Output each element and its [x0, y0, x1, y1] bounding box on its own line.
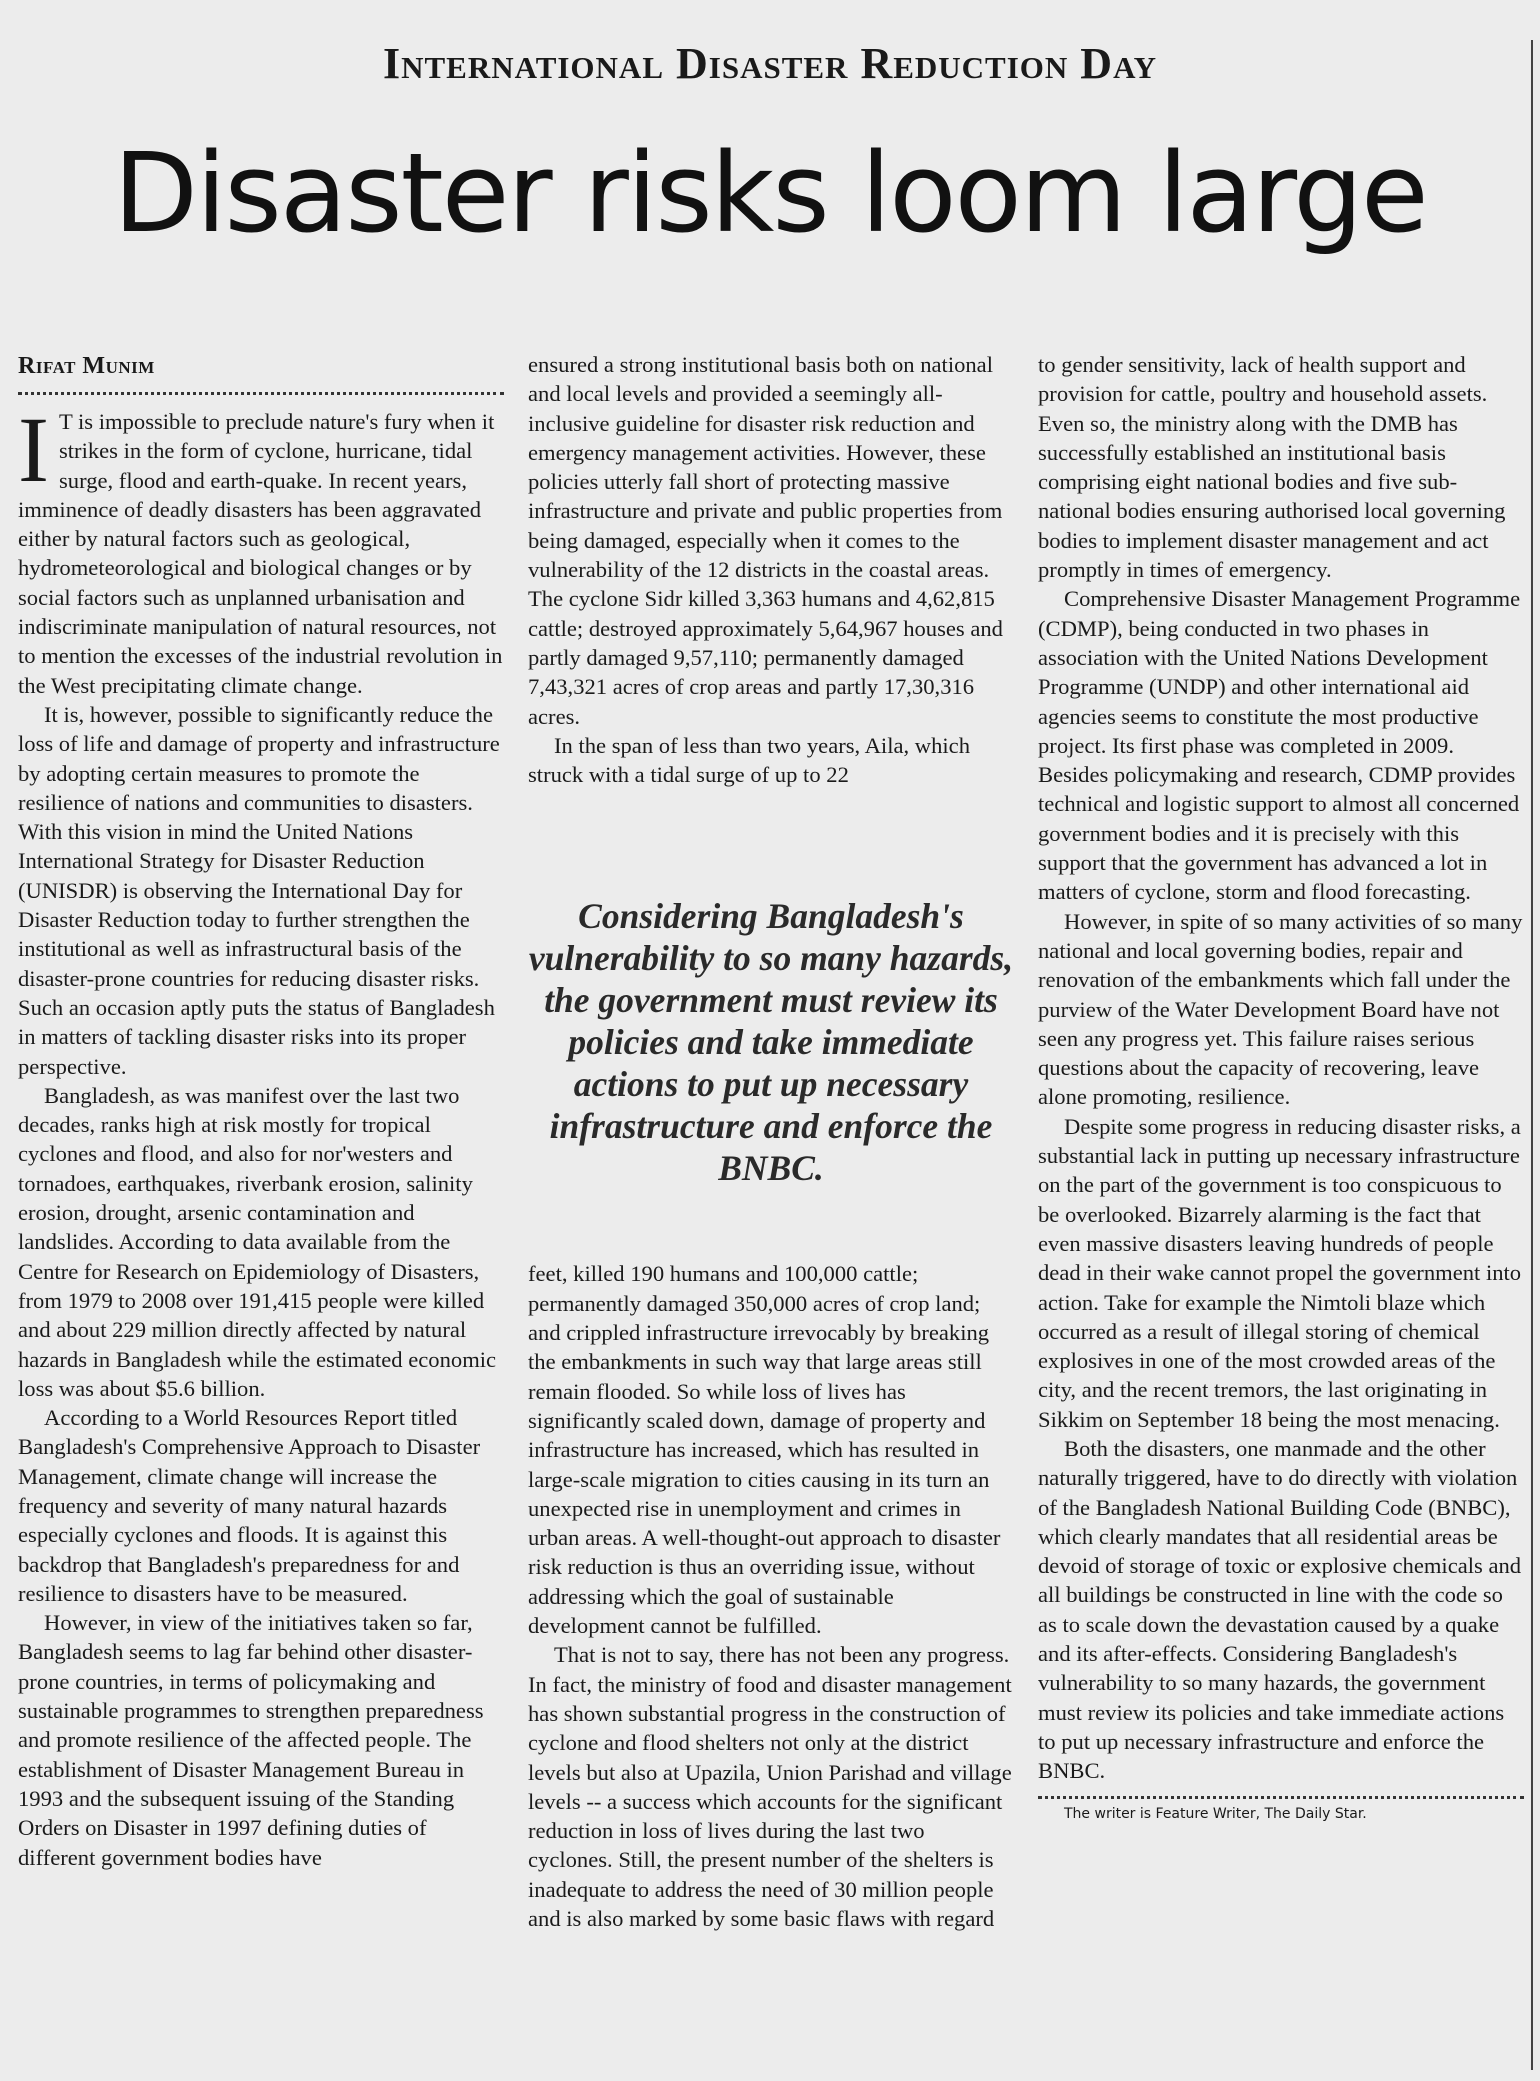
byline: Rifat Munim: [18, 353, 155, 379]
pull-quote: Considering Bangladesh's vulnerability to so many hazards, the government must review its policies and take immediate actions to put up necessary infrastructure and enforce the BNBC.: [528, 896, 1014, 1189]
paragraph: However, in view of the initiatives taken so far, Bangladesh seems to lag far behind other disaster-prone countries, in terms of policymaking and sustainable programmes to strengthen preparedness and promote resilience of the affected people. The establishment of Disaster Management Bureau in 1993 and the subsequent issuing of the Standing Orders on Disaster in 1997 defining duties of different government bodies have: [18, 1610, 484, 1870]
paragraph: According to a World Resources Report titled Bangladesh's Comprehensive Approach to Disaster Management, climate change will increase the frequency and severity of many natural hazards especially cyclones and floods. It is against this backdrop that Bangladesh's preparedness for and resilience to disasters have to be measured.: [18, 1405, 481, 1606]
paragraph: That is not to say, there has not been any progress. In fact, the ministry of food and disaster management has shown substantial progress in the construction of cyclone and flood shelters not only at the district levels but also at Upazila, Union Parishad and village levels -- a success which accounts for the significant reduction in loss of lives during the last two cyclones. Still, the present number of the shelters is inadequate to address the need of 30 million people and is also marked by some basic flaws with regard: [528, 1642, 1012, 1931]
article-column-2: [528, 350, 1014, 1933]
article-column-3: [1038, 350, 1524, 1823]
paragraph: In the span of less than two years, Aila, which struck with a tidal surge of up to 22: [528, 732, 971, 788]
paragraph: to gender sensitivity, lack of health support and provision for cattle, poultry and household assets. Even so, the ministry along with the DMB has successfully established an institutional basis comprising eight national bodies and five sub-national bodies ensuring authorised local governing bodies to implement disaster management and act promptly in times of emergency.: [1038, 352, 1506, 583]
paragraph: However, in spite of so many activities of so many national and local governing bodies, repair and renovation of the embankments which fall under the purview of the Water Development Board have not seen any progress yet. This failure raises serious questions about the capacity of recovering, leave alone promoting, resilience.: [1038, 908, 1523, 1110]
paragraph: Bangladesh, as was manifest over the last two decades, ranks high at risk mostly for tropical cyclones and flood, and also for nor'westers and tornadoes, earthquakes, riverbank erosion, salinity erosion, drought, arsenic contamination and landslides. According to data available from the Centre for Research on Epidemiology of Disasters, from 1979 to 2008 over 191,415 people were killed and about 229 million directly affected by natural hazards in Bangladesh while the estimated economic loss was about $5.6 billion.: [18, 1082, 497, 1401]
article-headline: Disaster risks loom large: [113, 129, 1427, 257]
paragraph: It is, however, possible to significantly reduce the loss of life and damage of property and infrastructure by adopting certain measures to promote the resilience of nations and communities to disasters. With this vision in mind the United Nations International Strategy for Disaster Reduction (UNISDR) is observing the International Day for Disaster Reduction today to further strengthen the institutional as well as infrastructural basis of the disaster-prone countries for reducing disaster risks. Such an occasion aptly puts the status of Bangladesh in matters of tackling disaster risks into its proper perspective.: [18, 701, 500, 1079]
paragraph-text: T is impossible to preclude nature's fury when it strikes in the form of cyclone, hurricane, tidal surge, flood and earth-quake. In recent years, imminence of deadly disasters has been aggravated either by natural factors such as geological, hydrometeorological and biological changes or by social factors such as unplanned urbanisation and indiscriminate manipulation of natural resources, not to mention the excesses of the industrial revolution in the West precipitating climate change.: [18, 409, 503, 698]
paragraph: Despite some progress in reducing disaster risks, a substantial lack in putting up necessary infrastructure on the part of the government is too conspicuous to be overlooked. Bizarrely alarming is the fact that even massive disasters leaving hundreds of people dead in their wake cannot propel the government into action. Take for example the Nimtoli blaze which occurred as a result of illegal storing of chemical explosives in one of the most crowded areas of the city, and the recent tremors, the last originating in Sikkim on September 18 being the most menacing.: [1038, 1113, 1522, 1432]
drop-cap: I: [18, 399, 49, 502]
paragraph: Both the disasters, one manmade and the other naturally triggered, have to do directly with violation of the Bangladesh National Building Code (BNBC), which clearly mandates that all residential areas be devoid of storage of toxic or explosive chemicals and all buildings be constructed in line with the code so as to scale down the devastation caused by a quake and its after-effects. Considering Bangladesh's vulnerability to so many hazards, the government must review its policies and take immediate actions to put up necessary infrastructure and enforce the BNBC.: [1038, 1435, 1522, 1784]
byline-divider: [18, 392, 504, 395]
paragraph: feet, killed 190 humans and 100,000 cattle; permanently damaged 350,000 acres of crop land; and crippled infrastructure irrevocably by breaking the embankments in such way that large areas still remain flooded. So while loss of lives has significantly scaled down, damage of property and infrastructure has increased, which has resulted in large-scale migration to cities causing in its turn an unexpected rise in unemployment and crimes in urban areas. A well-thought-out approach to disaster risk reduction is thus an overriding issue, without addressing which the goal of sustainable development cannot be fulfilled.: [528, 1261, 1001, 1639]
footnote-divider: [1038, 1796, 1524, 1799]
section-kicker: International Disaster Reduction Day: [382, 39, 1158, 88]
column-rule: [1531, 40, 1533, 2070]
author-footnote: The writer is Feature Writer, The Daily Star.: [1064, 1805, 1367, 1822]
paragraph: Comprehensive Disaster Management Programme (CDMP), being conducted in two phases in association with the United Nations Development Programme (UNDP) and other international aid agencies seems to constitute the most productive project. Its first phase was completed in 2009. Besides policymaking and research, CDMP provides technical and logistic support to almost all concerned government bodies and it is precisely with this support that the government has advanced a lot in matters of cyclone, storm and flood forecasting.: [1038, 586, 1521, 905]
article-column-1: [18, 350, 504, 1872]
paragraph: ensured a strong institutional basis both on national and local levels and provided a seemingly all-inclusive guideline for disaster risk reduction and emergency management activities. However, these policies utterly fall short of protecting massive infrastructure and private and public properties from being damaged, especially when it comes to the vulnerability of the 12 districts in the coastal areas. The cyclone Sidr killed 3,363 humans and 4,62,815 cattle; destroyed approximately 5,64,967 houses and partly damaged 9,57,110; permanently damaged 7,43,321 acres of crop areas and partly 17,30,316 acres.: [528, 352, 1003, 729]
paragraph: [18, 399, 504, 700]
